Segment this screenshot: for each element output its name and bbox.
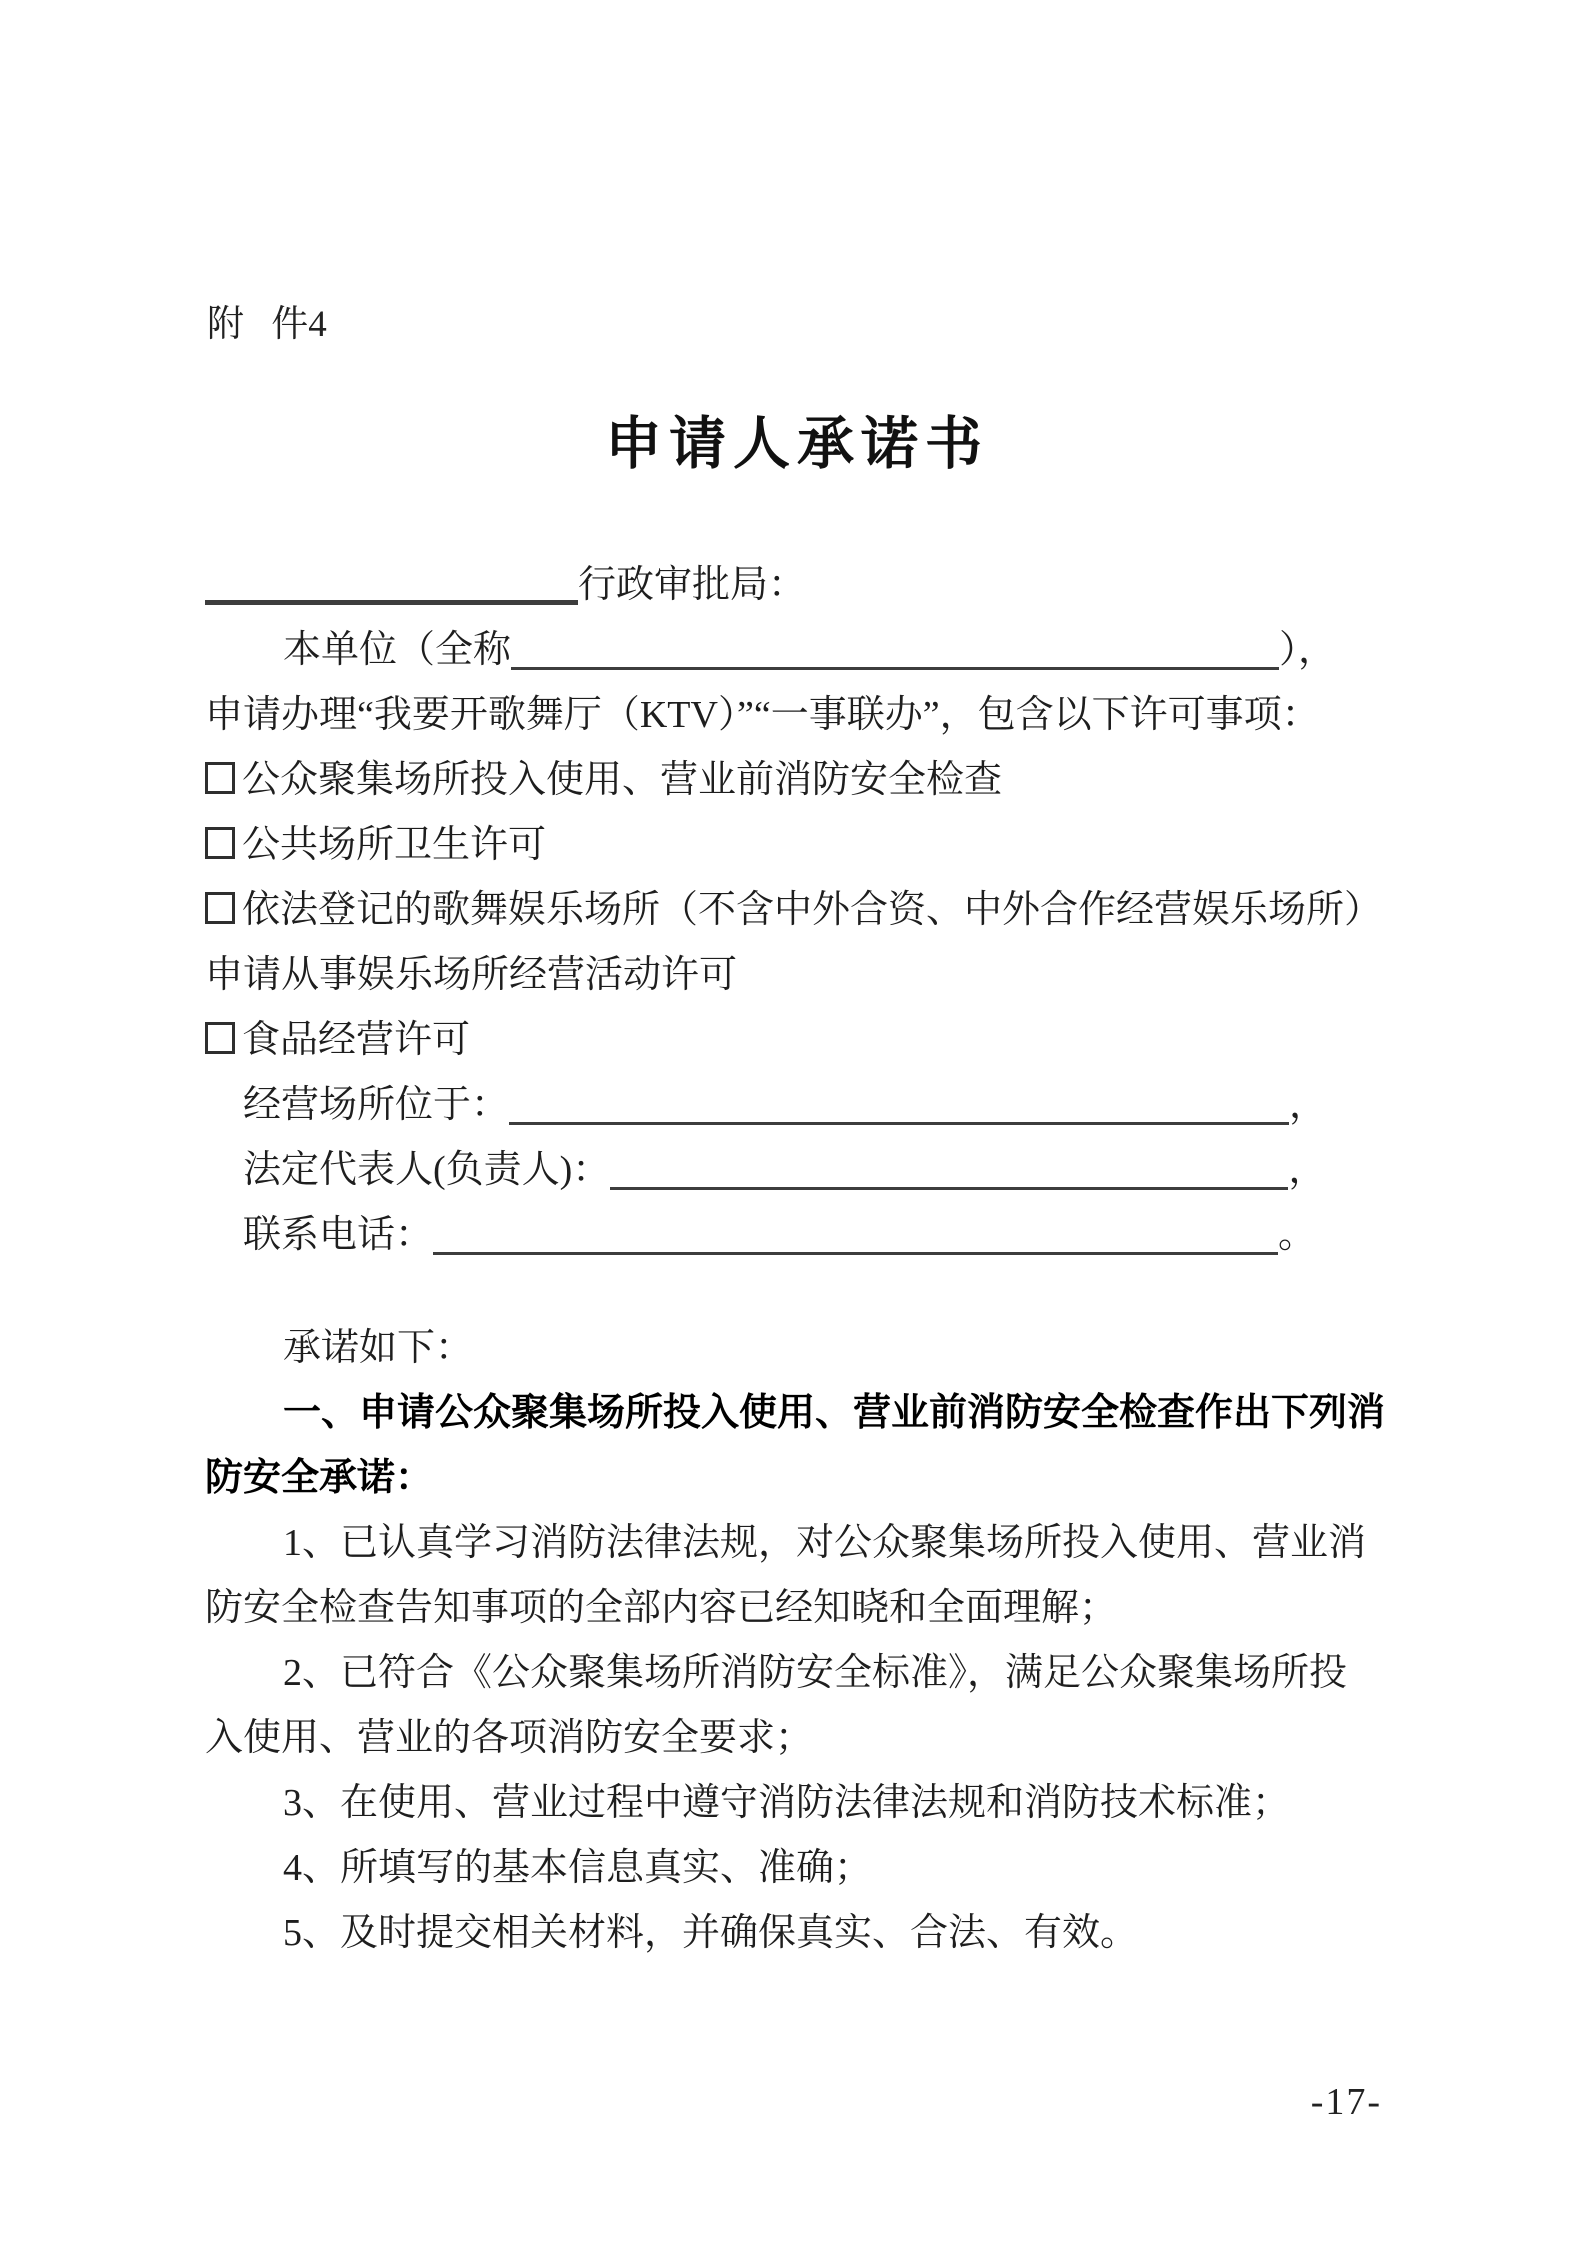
document-title: 申请人承诺书 (605, 413, 989, 476)
checkbox-icon (205, 827, 235, 859)
unit-line (205, 618, 1400, 683)
permit-item-food (205, 1008, 1400, 1073)
field-terminator: 。 (1278, 1214, 1317, 1256)
page-number: -17- (1310, 2081, 1382, 2123)
permit-item-label: 公共场所卫生许可 (242, 824, 547, 866)
field-label: 经营场所位于： (243, 1084, 510, 1126)
unit-line-suffix: ）， (1279, 629, 1337, 671)
commitment-item-2-line-1: 2、已符合《公众聚集场所消防安全标准》，满足公众聚集场所投 (283, 1652, 1348, 1694)
permit-item-entertainment (205, 878, 1400, 943)
checkbox-icon (205, 892, 235, 924)
agency-name-blank (205, 600, 578, 605)
attachment-label: 附 件4 (207, 304, 327, 345)
checkbox-icon (205, 762, 235, 794)
commitment-item-4: 4、所填写的基本信息真实、准确； (283, 1847, 873, 1889)
commitment-item-1-line-1: 1、已认真学习消防法律法规，对公众聚集场所投入使用、营业消 (283, 1522, 1367, 1564)
salutation-text: 行政审批局： (578, 564, 807, 606)
permit-item-entertainment-continuation: 申请从事娱乐场所经营活动许可 (205, 954, 738, 996)
commitment-item-1-line-2: 防安全检查告知事项的全部内容已经知晓和全面理解； (205, 1587, 1118, 1629)
document-body (205, 553, 1400, 1966)
field-label: 法定代表人(负责人)： (243, 1149, 611, 1191)
field-terminator: ， (1288, 1149, 1327, 1191)
application-scope-line: 申请办理“我要开歌舞厅（KTV）”“一事联办”，包含以下许可事项： (205, 694, 1320, 736)
unit-name-blank (511, 667, 1279, 670)
commitment-item-2-line-2: 入使用、营业的各项消防安全要求； (205, 1717, 814, 1759)
phone-blank (433, 1252, 1278, 1255)
permit-item-label: 公众聚集场所投入使用、营业前消防安全检查 (242, 759, 1003, 801)
commitment-item-3: 3、在使用、营业过程中遵守消防法律法规和消防技术标准； (283, 1782, 1291, 1824)
field-line-phone (205, 1203, 1400, 1268)
field-label: 联系电话： (243, 1214, 434, 1256)
checkbox-icon (205, 1022, 235, 1054)
commitment-heading-line-1: 一、申请公众聚集场所投入使用、营业前消防安全检查作出下列消 (283, 1392, 1386, 1434)
field-line-location (205, 1073, 1400, 1138)
field-terminator: ， (1289, 1084, 1328, 1126)
salutation-line (205, 553, 1400, 618)
permit-item-public-health (205, 813, 1400, 878)
permit-item-label: 依法登记的歌舞娱乐场所（不含中外合资、中外合作经营娱乐场所） (242, 889, 1383, 931)
location-blank (509, 1122, 1289, 1125)
permit-item-label: 食品经营许可 (242, 1019, 471, 1061)
field-line-legal-representative (205, 1138, 1400, 1203)
permit-item-fire-check (205, 748, 1400, 813)
unit-line-prefix: 本单位（全称 (283, 629, 512, 671)
commitment-heading-line-2: 防安全承诺： (205, 1457, 434, 1499)
legal-representative-blank (610, 1187, 1288, 1190)
section-gap (205, 1268, 1400, 1316)
commitment-lead: 承诺如下： (283, 1327, 474, 1369)
commitment-item-5: 5、及时提交相关材料，并确保真实、合法、有效。 (283, 1912, 1139, 1954)
